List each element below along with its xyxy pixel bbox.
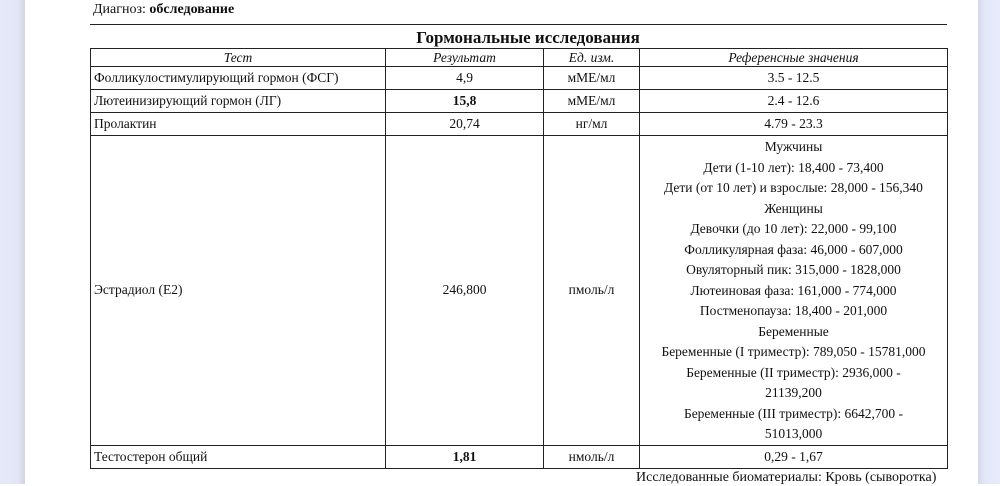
divider — [90, 24, 947, 25]
ref-line: Женщины — [764, 200, 823, 216]
ref-line: Дети (1-10 лет): 18,400 - 73,400 — [703, 159, 884, 175]
biomaterial-note: Исследованные биоматериалы: Кровь (сыворотка) — [636, 470, 937, 485]
table-header-row — [91, 49, 948, 67]
ref-line: 51013,000 — [764, 426, 823, 441]
diagnosis-label: Диагноз: — [93, 2, 146, 17]
ref-line: Беременные (I триместр): 789,050 - 15781,000 — [661, 344, 926, 359]
ref-line: 21139,200 — [765, 385, 822, 400]
viewer-right-margin — [978, 0, 1000, 484]
reference-range: 2.4 - 12.6 — [640, 90, 948, 113]
test-name: Эстрадиол (Е2) — [91, 136, 386, 446]
reference-range-multiline — [640, 136, 948, 446]
unit: нг/мл — [544, 113, 640, 136]
table-row — [91, 445, 948, 468]
reference-range: 0,29 - 1,67 — [640, 445, 948, 468]
diagnosis-line — [93, 1, 234, 19]
test-name: Лютеинизирующий гормон (ЛГ) — [91, 90, 386, 113]
results-table — [90, 48, 948, 469]
header-reference: Референсные значения — [640, 49, 948, 67]
table-row — [91, 136, 948, 446]
unit: пмоль/л — [544, 136, 640, 446]
ref-line: Беременные (III триместр): 6642,700 - — [683, 405, 904, 421]
table-row — [91, 113, 948, 136]
result-value-flagged: 15,8 — [386, 90, 544, 113]
result-value: 20,74 — [386, 113, 544, 136]
table-row — [91, 90, 948, 113]
unit: нмоль/л — [544, 445, 640, 468]
unit: мМЕ/мл — [544, 90, 640, 113]
result-value: 246,800 — [386, 136, 544, 446]
unit: мМЕ/мл — [544, 67, 640, 90]
test-name: Фолликулостимулирующий гормон (ФСГ) — [91, 67, 386, 90]
header-unit: Ед. изм. — [544, 49, 640, 67]
ref-line: Мужчины — [764, 139, 823, 154]
ref-line: Фолликулярная фаза: 46,000 - 607,000 — [684, 241, 903, 257]
ref-line: Лютеиновая фаза: 161,000 - 774,000 — [690, 282, 897, 298]
diagnosis-value: обследование — [149, 2, 235, 17]
ref-line: Беременные — [758, 323, 829, 339]
test-name: Тестостерон общий — [91, 445, 386, 468]
ref-line: Беременные (II триместр): 2936,000 - — [686, 364, 901, 380]
reference-range: 4.79 - 23.3 — [640, 113, 948, 136]
result-value: 4,9 — [386, 67, 544, 90]
reference-range: 3.5 - 12.5 — [640, 67, 948, 90]
viewer-left-margin — [0, 0, 25, 484]
ref-line: Постменопауза: 18,400 - 201,000 — [699, 303, 888, 318]
ref-line: Девочки (до 10 лет): 22,000 - 99,100 — [690, 221, 897, 236]
ref-line: Дети (от 10 лет) и взрослые: 28,000 - 156,340 — [664, 180, 923, 195]
header-test: Тест — [91, 49, 386, 67]
section-title: Гормональные исследования — [416, 28, 640, 47]
test-name: Пролактин — [91, 113, 386, 136]
table-row — [91, 67, 948, 90]
result-value-flagged: 1,81 — [386, 445, 544, 468]
ref-line: Овуляторный пик: 315,000 - 1828,000 — [686, 262, 901, 277]
header-result: Результат — [386, 49, 544, 67]
